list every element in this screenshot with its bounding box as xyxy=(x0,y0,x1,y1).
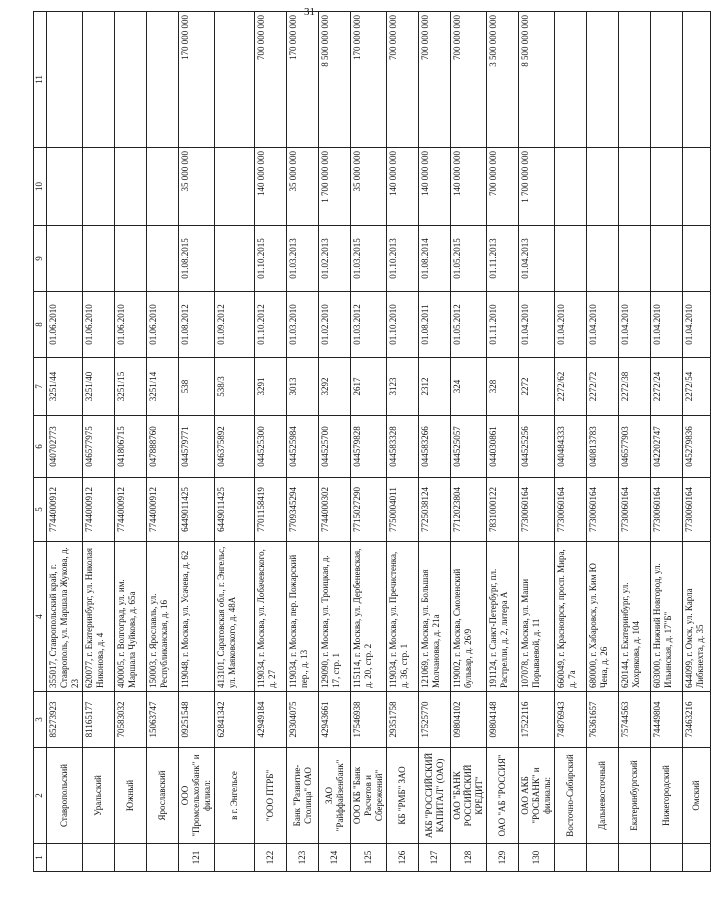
table-cell-c11 xyxy=(115,12,147,148)
table-cell-c9 xyxy=(83,226,115,292)
table-cell-c6: 040813783 xyxy=(587,416,619,478)
header-cell: 10 xyxy=(34,148,47,226)
table-cell-c8: 01.08.2011 xyxy=(419,292,451,358)
table-cell-c10: 35 000 000 xyxy=(287,148,319,226)
table-cell-c6: 044525700 xyxy=(319,416,351,478)
table-cell-c4: 620077, г. Екатеринбург, ул. Николая Никонова, д. 4 xyxy=(83,542,115,692)
table-cell-c7: 2312 xyxy=(419,358,451,416)
table-cell-c3: 29304075 xyxy=(287,692,319,748)
table-row xyxy=(419,12,451,872)
table-cell-c11: 700 000 000 xyxy=(419,12,451,148)
table-cell-c8: 01.04.2010 xyxy=(619,292,651,358)
table-cell-c4: 150003, г. Ярославль, ул. Республиканская, д. 16 xyxy=(147,542,179,692)
table-cell-c6: 044525057 xyxy=(451,416,487,478)
table-cell-c6: 044583328 xyxy=(387,416,419,478)
table-cell-c9 xyxy=(47,226,83,292)
header-cell: 8 xyxy=(34,292,47,358)
rotated-page xyxy=(33,12,705,872)
banks-table xyxy=(33,11,711,872)
table-cell-c7: 538 xyxy=(179,358,215,416)
header-cell: 5 xyxy=(34,478,47,542)
table-cell-c2: ОАО "АБ "РОССИЯ" xyxy=(487,748,519,844)
table-cell-c3: 76361657 xyxy=(587,692,619,748)
table-row xyxy=(47,12,83,872)
table-row xyxy=(319,12,351,872)
table-row xyxy=(619,12,651,872)
table-cell-c2: Екатеринбургский xyxy=(619,748,651,844)
table-cell-c2: ЗАО "Райффайзенбанк" xyxy=(319,748,351,844)
header-cell: 1 xyxy=(34,844,47,872)
table-cell-c4: 119048, г. Москва, ул. Усачева, д. 62 xyxy=(179,542,215,692)
table-cell-c1 xyxy=(651,844,683,872)
table-row xyxy=(519,12,555,872)
table-cell-c11 xyxy=(47,12,83,148)
table-cell-c11: 700 000 000 xyxy=(255,12,287,148)
table-cell-c5: 7709345294 xyxy=(287,478,319,542)
table-cell-c10: 700 000 000 xyxy=(487,148,519,226)
table-cell-c11: 3 500 000 000 xyxy=(487,12,519,148)
table-cell-c7: 2272/54 xyxy=(683,358,711,416)
table-cell-c2: в г. Энгельсе xyxy=(215,748,255,844)
table-cell-c1: 125 xyxy=(351,844,387,872)
table-cell-c7: 2272/24 xyxy=(651,358,683,416)
table-cell-c10 xyxy=(83,148,115,226)
table-cell-c10: 35 000 000 xyxy=(179,148,215,226)
table-row xyxy=(287,12,319,872)
table-cell-c9: 01.08.2015 xyxy=(179,226,215,292)
table-cell-c10 xyxy=(115,148,147,226)
table-cell-c8: 01.04.2010 xyxy=(587,292,619,358)
table-cell-c3: 42943661 xyxy=(319,692,351,748)
table-cell-c2: Восточно-Сибирский xyxy=(555,748,587,844)
table-cell-c9 xyxy=(587,226,619,292)
table-cell-c2: ООО "Промсельхозбанк" и филиал: xyxy=(179,748,215,844)
table-cell-c8: 01.10.2012 xyxy=(255,292,287,358)
table-cell-c1: 130 xyxy=(519,844,555,872)
table-cell-c9 xyxy=(683,226,711,292)
table-cell-c3: 29351758 xyxy=(387,692,419,748)
table-cell-c4: 119034, г. Москва, пер. Пожарский пер., д. 13 xyxy=(287,542,319,692)
table-cell-c9: 01.03.2015 xyxy=(351,226,387,292)
table-cell-c9: 01.10.2015 xyxy=(255,226,287,292)
table-cell-c9 xyxy=(619,226,651,292)
table-cell-c6: 042202747 xyxy=(651,416,683,478)
table-cell-c8: 01.08.2012 xyxy=(179,292,215,358)
table-cell-c3: 15063747 xyxy=(147,692,179,748)
table-cell-c5: 7730060164 xyxy=(555,478,587,542)
table-cell-c5: 6449011425 xyxy=(215,478,255,542)
table-cell-c10 xyxy=(619,148,651,226)
table-cell-c3: 17546938 xyxy=(351,692,387,748)
table-cell-c7: 328 xyxy=(487,358,519,416)
table-row xyxy=(147,12,179,872)
table-cell-c5: 7744000912 xyxy=(83,478,115,542)
table-cell-c10 xyxy=(47,148,83,226)
table-cell-c8: 01.10.2010 xyxy=(387,292,419,358)
table-cell-c3: 73463216 xyxy=(683,692,711,748)
table-cell-c9: 01.02.2013 xyxy=(319,226,351,292)
table-cell-c7: 3251/40 xyxy=(83,358,115,416)
table-cell-c9: 01.11.2013 xyxy=(487,226,519,292)
table-cell-c8: 01.11.2010 xyxy=(487,292,519,358)
table-cell-c9 xyxy=(115,226,147,292)
table-row xyxy=(115,12,147,872)
table-cell-c6: 044579828 xyxy=(351,416,387,478)
table-cell-c4: 115114, г. Москва, ул. Дербеневская, д. 20, стр. 2 xyxy=(351,542,387,692)
table-cell-c11: 8 500 000 000 xyxy=(319,12,351,148)
table-cell-c11 xyxy=(651,12,683,148)
table-cell-c1: 124 xyxy=(319,844,351,872)
table-cell-c2: АКБ "РОССИЙСКИЙ КАПИТАЛ" (ОАО) xyxy=(419,748,451,844)
table-row xyxy=(255,12,287,872)
table-cell-c7: 3291 xyxy=(255,358,287,416)
table-cell-c1 xyxy=(147,844,179,872)
table-cell-c8: 01.06.2010 xyxy=(115,292,147,358)
table-cell-c8: 01.06.2010 xyxy=(83,292,115,358)
table-cell-c6: 046375892 xyxy=(215,416,255,478)
table-cell-c8: 01.04.2010 xyxy=(519,292,555,358)
table-cell-c5: 7712023804 xyxy=(451,478,487,542)
table-cell-c7: 538/3 xyxy=(215,358,255,416)
table-cell-c2: Уральский xyxy=(83,748,115,844)
table-cell-c10: 1 700 000 000 xyxy=(519,148,555,226)
table-cell-c4: 129090, г. Москва, ул. Троицкая, д. 17, стр. 1 xyxy=(319,542,351,692)
table-cell-c4: 191124, г. Санкт-Петербург, пл. Растрелли, д. 2, литера А xyxy=(487,542,519,692)
table-cell-c6: 047888760 xyxy=(147,416,179,478)
table-cell-c2: КБ "РМБ" ЗАО xyxy=(387,748,419,844)
table-cell-c1 xyxy=(555,844,587,872)
table-cell-c1: 121 xyxy=(179,844,215,872)
table-cell-c6: 044525984 xyxy=(287,416,319,478)
table-cell-c2: Нижегородский xyxy=(651,748,683,844)
table-cell-c1: 129 xyxy=(487,844,519,872)
header-cell: 2 xyxy=(34,748,47,844)
table-cell-c6: 046577975 xyxy=(83,416,115,478)
table-cell-c9: 01.08.2014 xyxy=(419,226,451,292)
table-cell-c9: 01.03.2013 xyxy=(287,226,319,292)
table-cell-c10 xyxy=(587,148,619,226)
table-cell-c5: 7730060164 xyxy=(519,478,555,542)
table-cell-c2: Ставропольский xyxy=(47,748,83,844)
table-cell-c4: 603000, г. Нижний Новгород, ул. Ильинская, д. 17"Б" xyxy=(651,542,683,692)
table-cell-c4: 119034, г. Москва, ул. Лобачевского, д. 27 xyxy=(255,542,287,692)
table-cell-c5: 7831000122 xyxy=(487,478,519,542)
table-cell-c4: 355017, Ставропольский край, г. Ставрополь, ул. Маршала Жукова, д. 23 xyxy=(47,542,83,692)
table-cell-c7: 324 xyxy=(451,358,487,416)
table-cell-c2: ООО КБ "Банк Расчетов и Сбережений" xyxy=(351,748,387,844)
table-cell-c8: 01.06.2010 xyxy=(147,292,179,358)
table-cell-c10 xyxy=(555,148,587,226)
table-cell-c9 xyxy=(651,226,683,292)
header-cell: 11 xyxy=(34,12,47,148)
table-cell-c3: 17525770 xyxy=(419,692,451,748)
table-cell-c8: 01.06.2010 xyxy=(47,292,83,358)
table-cell-c6: 044525256 xyxy=(519,416,555,478)
table-cell-c8: 01.09.2012 xyxy=(215,292,255,358)
table-cell-c3: 42949184 xyxy=(255,692,287,748)
table-cell-c4: 107078, г. Москва, ул. Маши Порываевой, д. 11 xyxy=(519,542,555,692)
table-cell-c1 xyxy=(47,844,83,872)
table-cell-c2: ОАО АКБ "РОСБАНК" и филиалы: xyxy=(519,748,555,844)
table-cell-c9 xyxy=(215,226,255,292)
table-cell-c4: 119034, г. Москва, ул. Пречистенка, д. 36, стр. 1 xyxy=(387,542,419,692)
table-row xyxy=(683,12,711,872)
table-cell-c9 xyxy=(555,226,587,292)
table-cell-c7: 3013 xyxy=(287,358,319,416)
table-cell-c4: 620144, г. Екатеринбург, ул. Хохрякова, д. 104 xyxy=(619,542,651,692)
table-cell-c1: 127 xyxy=(419,844,451,872)
table-cell-c5: 7744000302 xyxy=(319,478,351,542)
table-row xyxy=(387,12,419,872)
table-cell-c9: 01.05.2015 xyxy=(451,226,487,292)
table-cell-c8: 01.03.2010 xyxy=(287,292,319,358)
table-cell-c10 xyxy=(215,148,255,226)
table-cell-c5: 7730060164 xyxy=(587,478,619,542)
table-cell-c4: 119002, г. Москва, Смоленский бульвар, д. 26/9 xyxy=(451,542,487,692)
table-cell-c5: 7750004011 xyxy=(387,478,419,542)
table-cell-c11: 700 000 000 xyxy=(451,12,487,148)
table-cell-c11 xyxy=(619,12,651,148)
table-cell-c1 xyxy=(83,844,115,872)
header-cell: 9 xyxy=(34,226,47,292)
table-cell-c6: 045279836 xyxy=(683,416,711,478)
table-row xyxy=(555,12,587,872)
table-cell-c7: 3123 xyxy=(387,358,419,416)
table-cell-c11: 170 000 000 xyxy=(179,12,215,148)
table-cell-c10: 140 000 000 xyxy=(387,148,419,226)
header-cell: 3 xyxy=(34,692,47,748)
table-row xyxy=(451,12,487,872)
table-cell-c6: 040702773 xyxy=(47,416,83,478)
table-cell-c8: 01.04.2010 xyxy=(555,292,587,358)
table-cell-c3: 81165177 xyxy=(83,692,115,748)
header-cell: 4 xyxy=(34,542,47,692)
table-cell-c11 xyxy=(147,12,179,148)
table-cell-c11 xyxy=(587,12,619,148)
page-number: 31 xyxy=(304,6,315,18)
table-cell-c7: 2617 xyxy=(351,358,387,416)
table-cell-c5: 7730060164 xyxy=(619,478,651,542)
table-cell-c9: 01.10.2013 xyxy=(387,226,419,292)
table-cell-c10 xyxy=(683,148,711,226)
table-row xyxy=(351,12,387,872)
table-cell-c6: 044525300 xyxy=(255,416,287,478)
table-cell-c11: 170 000 000 xyxy=(351,12,387,148)
table-cell-c10 xyxy=(147,148,179,226)
table-cell-c3: 09804148 xyxy=(487,692,519,748)
table-cell-c11 xyxy=(683,12,711,148)
table-cell-c3: 70583032 xyxy=(115,692,147,748)
table-cell-c11 xyxy=(215,12,255,148)
table-cell-c5: 6449011425 xyxy=(179,478,215,542)
table-row xyxy=(487,12,519,872)
table-cell-c8: 01.04.2010 xyxy=(651,292,683,358)
table-cell-c5: 7715027290 xyxy=(351,478,387,542)
table-cell-c7: 3251/14 xyxy=(147,358,179,416)
table-cell-c6: 044583266 xyxy=(419,416,451,478)
table-cell-c3: 75744563 xyxy=(619,692,651,748)
table-row xyxy=(215,12,255,872)
table-cell-c6: 041806715 xyxy=(115,416,147,478)
header-row xyxy=(34,12,47,872)
table-cell-c10: 35 000 000 xyxy=(351,148,387,226)
table-cell-c6: 040484333 xyxy=(555,416,587,478)
table-row xyxy=(83,12,115,872)
table-cell-c2: Дальневосточный xyxy=(587,748,619,844)
table-cell-c3: 85273923 xyxy=(47,692,83,748)
table-cell-c5: 7744000912 xyxy=(147,478,179,542)
table-cell-c8: 01.03.2012 xyxy=(351,292,387,358)
table-cell-c1 xyxy=(619,844,651,872)
table-cell-c5: 7744000912 xyxy=(47,478,83,542)
table-cell-c11: 700 000 000 xyxy=(387,12,419,148)
table-cell-c5: 7730060164 xyxy=(683,478,711,542)
table-cell-c1 xyxy=(215,844,255,872)
table-cell-c5: 7730060164 xyxy=(651,478,683,542)
table-cell-c4: 400005, г. Волгоград, ул. им. Маршала Чуйкова, д. 65а xyxy=(115,542,147,692)
table-cell-c4: 660049, г. Красноярск, просп. Мира, д. 7а xyxy=(555,542,587,692)
header-cell: 6 xyxy=(34,416,47,478)
table-cell-c8: 01.05.2012 xyxy=(451,292,487,358)
table-row xyxy=(587,12,619,872)
table-cell-c5: 7744000912 xyxy=(115,478,147,542)
table-cell-c10: 1 700 000 000 xyxy=(319,148,351,226)
table-cell-c3: 74876943 xyxy=(555,692,587,748)
table-cell-c7: 2272 xyxy=(519,358,555,416)
table-cell-c2: ОАО "БАНК РОССИЙСКИЙ КРЕДИТ" xyxy=(451,748,487,844)
table-cell-c6: 044030861 xyxy=(487,416,519,478)
table-cell-c1 xyxy=(115,844,147,872)
table-cell-c4: 680000, г. Хабаровск, ул. Ким Ю Чена, д. 26 xyxy=(587,542,619,692)
table-cell-c7: 2272/62 xyxy=(555,358,587,416)
table-cell-c11 xyxy=(83,12,115,148)
table-cell-c10: 140 000 000 xyxy=(419,148,451,226)
table-cell-c11 xyxy=(555,12,587,148)
table-cell-c3: 74449804 xyxy=(651,692,683,748)
table-cell-c6: 044579771 xyxy=(179,416,215,478)
header-cell: 7 xyxy=(34,358,47,416)
table-cell-c11: 8 500 000 000 xyxy=(519,12,555,148)
table-cell-c3: 09251548 xyxy=(179,692,215,748)
table-cell-c2: Ярославский xyxy=(147,748,179,844)
table-cell-c8: 01.04.2010 xyxy=(683,292,711,358)
table-cell-c5: 7725038124 xyxy=(419,478,451,542)
table-cell-c7: 3292 xyxy=(319,358,351,416)
table-cell-c7: 3251/44 xyxy=(47,358,83,416)
table-cell-c4: 413101, Саратовская обл., г. Энгельс, ул. Маяковского, д. 48А xyxy=(215,542,255,692)
table-cell-c7: 2272/38 xyxy=(619,358,651,416)
table-cell-c2: Банк "Развитие-Столица" ОАО xyxy=(287,748,319,844)
table-cell-c10: 140 000 000 xyxy=(451,148,487,226)
table-cell-c4: 121069, г. Москва, ул. Большая Молчановка, д. 21а xyxy=(419,542,451,692)
table-cell-c3: 17522116 xyxy=(519,692,555,748)
table-cell-c9 xyxy=(147,226,179,292)
table-cell-c9: 01.04.2013 xyxy=(519,226,555,292)
table-cell-c1: 126 xyxy=(387,844,419,872)
table-cell-c1: 128 xyxy=(451,844,487,872)
table-cell-c7: 2272/72 xyxy=(587,358,619,416)
table-cell-c10 xyxy=(651,148,683,226)
table-cell-c1: 123 xyxy=(287,844,319,872)
table-cell-c6: 046577903 xyxy=(619,416,651,478)
table-cell-c10: 140 000 000 xyxy=(255,148,287,226)
table-cell-c7: 3251/15 xyxy=(115,358,147,416)
table-cell-c1 xyxy=(683,844,711,872)
table-cell-c1: 122 xyxy=(255,844,287,872)
table-cell-c1 xyxy=(587,844,619,872)
table-row xyxy=(651,12,683,872)
table-cell-c8: 01.02.2010 xyxy=(319,292,351,358)
table-cell-c11: 170 000 000 xyxy=(287,12,319,148)
table-cell-c3: 09804102 xyxy=(451,692,487,748)
table-cell-c5: 7701158419 xyxy=(255,478,287,542)
table-cell-c3: 62841342 xyxy=(215,692,255,748)
table-row xyxy=(179,12,215,872)
table-cell-c4: 644099, г. Омск, ул. Карла Либкнехта, д. 35 xyxy=(683,542,711,692)
table-cell-c2: Южный xyxy=(115,748,147,844)
table-cell-c2: "ООО ПТРБ" xyxy=(255,748,287,844)
table-cell-c2: Омский xyxy=(683,748,711,844)
